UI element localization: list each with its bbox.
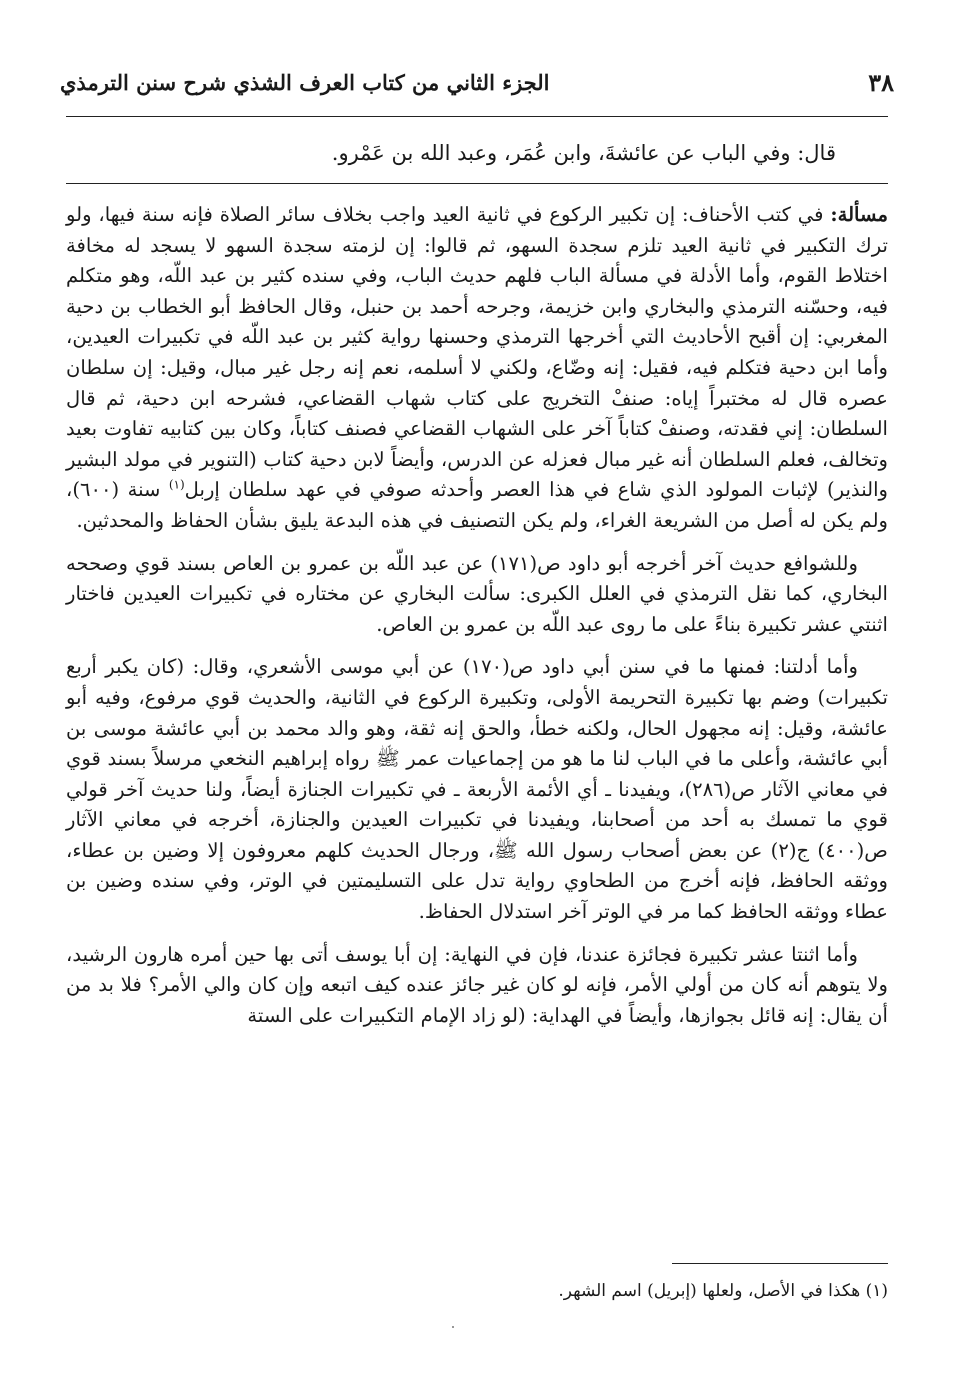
footnote-rule — [672, 1263, 888, 1264]
footnote-number: (١) — [865, 1281, 888, 1301]
footnote — [66, 1276, 888, 1306]
footnote-marker: (١) — [168, 477, 185, 492]
paragraph-masala-text-a: في كتب الأحناف: إن تكبير الركوع في ثانية العيد واجب بخلاف سائر الصلاة فإنه سنة فيها، ولو ترك التكبير في ثانية العيد تلزم سجدة السهو، ثم قالوا: إن لزمته سجدة السهو لا يسجد له مخافة اختلاط القوم، وأما الأدلة في مسألة الباب فلهم حديث الباب، وفي سنده كثير بن عبد اللّه، وهو متكلم فيه، وحسّنه الترمذي والبخاري وابن خزيمة، وجرحه أحمد بن حنبل، وقال الحافظ أبو الخطاب بن دحية المغربي: إن أقبح الأحاديث التي أخرجها الترمذي وحسنها رواية كثير بن عبد اللّه في تكبيرات العيدين، وأما ابن دحية فتكلم فيه، فقيل: إنه وضّاع، ولكني لا أسلمه، نعم إنه رجل غير مبال، وقيل: إن سلطان عصره قال له مختبراً إياه: صنفْ التخريج على كتاب شهاب القضاعي، فشرحه ابن دحية، ثم قال السلطان: إني فقدته، وصنفْ كتاباً آخر على الشهاب القضاعي فصنف كتاباً، وكان بين كتابيه تفاوت بعيد وتخالف، فعلم السلطان أنه غير مبال فعزله عن الدرس، وأيضاً لابن دحية كتاب (التنوير في مولد البشير والنذير) لإثبات المولود الذي شاع في هذا العصر وأحدثه صوفي في عهد سلطان إربل — [66, 203, 889, 502]
header-rule — [66, 116, 888, 117]
paragraph-adillatuna: وأما أدلتنا: فمنها ما في سنن أبي داود ص(١٧٠) عن أبي موسى الأشعري، وقال: (كان يكبر أربع تكبيرات) وضم بها تكبيرة التحريمة الأولى، وتكبيرة الركوع في الثانية، والحديث قوي مرفوع، وفيه أبو عائشة، وقيل: إنه مجهول الحال، ولكنه خطأ، والحق إنه ثقة، وهو والد محمد بن أبي عائشة موسى بن أبي عائشة، وأعلى ما في الباب لنا ما هو من إجماعيات عمر ﷺ رواه إبراهيم النخعي مرسلاً بسند قوي في معاني الآثار ص(٢٨٦)، ويفيدنا ـ أي الأئمة الأربعة ـ في تكبيرات الجنازة أيضاً، ولنا حديث آخر قولي قوي ما تمسك به أحد من أصحابنا، ويفيدنا في تكبيرات العيدين والجنازة، أخرجه في معاني الآثار ص(٤٠٠) ج(٢) عن بعض أصحاب رسول الله ﷺ، ورجال الحديث كلهم معروفون إلا وضين بن عطاء، ووثقه الحافظ، فإنه أخرج من الطحاوي رواية تدل على التسليمتين في الوتر، وفي سنده وضين بن عطاء ووثقه الحافظ كما مر في الوتر آخر استدلال الحفاظ. — [66, 655, 889, 924]
page-header — [60, 62, 894, 102]
commentary-body — [66, 200, 888, 1043]
running-title: الجزء الثاني من كتاب العرف الشذي شرح سنن الترمذي — [60, 69, 550, 95]
masala-term: مسألة: — [830, 203, 888, 226]
hadith-separator-rule — [66, 183, 888, 184]
page-number: ٣٨ — [868, 67, 894, 97]
paragraph-shawafi: وللشوافع حديث آخر أخرجه أبو داود ص(١٧١) عن عبد اللّه بن عمرو بن العاص بسند قوي وصححه البخاري، كما نقل الترمذي في العلل الكبرى: سألت البخاري عن مختاره في تكبيرات العيدين فاختار اثنتي عشر تكبيرة بناءً على ما روى عبد اللّه بن عمرو بن العاص. — [66, 551, 888, 636]
paragraph-masala — [66, 200, 888, 537]
paragraph-ithnata-ashar: وأما اثنتا عشر تكبيرة فجائزة عندنا، فإن في النهاية: إن أبا يوسف أتى بها حين أمره هارون الرشيد، ولا يتوهم أنه كان من أولي الأمر، فإنه لو كان غير جائز عنده كيف اتبعه وإن كان والي الأمر؟ فلا بد من أن يقال: إنه قائل بجوازها، وأيضاً في الهداية: (لو زاد الإمام التكبيرات على الستة — [66, 942, 888, 1027]
scan-speck — [452, 1326, 454, 1328]
paragraph-masala-text-b: سنة (٦٠٠)، ولم يكن له أصل من الشريعة الغراء، ولم يكن التصنيف في هذه البدعة يليق بشأن الحفاظ والمحدثين. — [66, 478, 888, 532]
hadith-text: قال: وفي الباب عن عائشةَ، وابن عُمَر، وعبد الله بن عَمْرو. — [331, 141, 836, 165]
footnote-text: هكذا في الأصل، ولعلها (إبريل) اسم الشهر. — [558, 1281, 861, 1301]
